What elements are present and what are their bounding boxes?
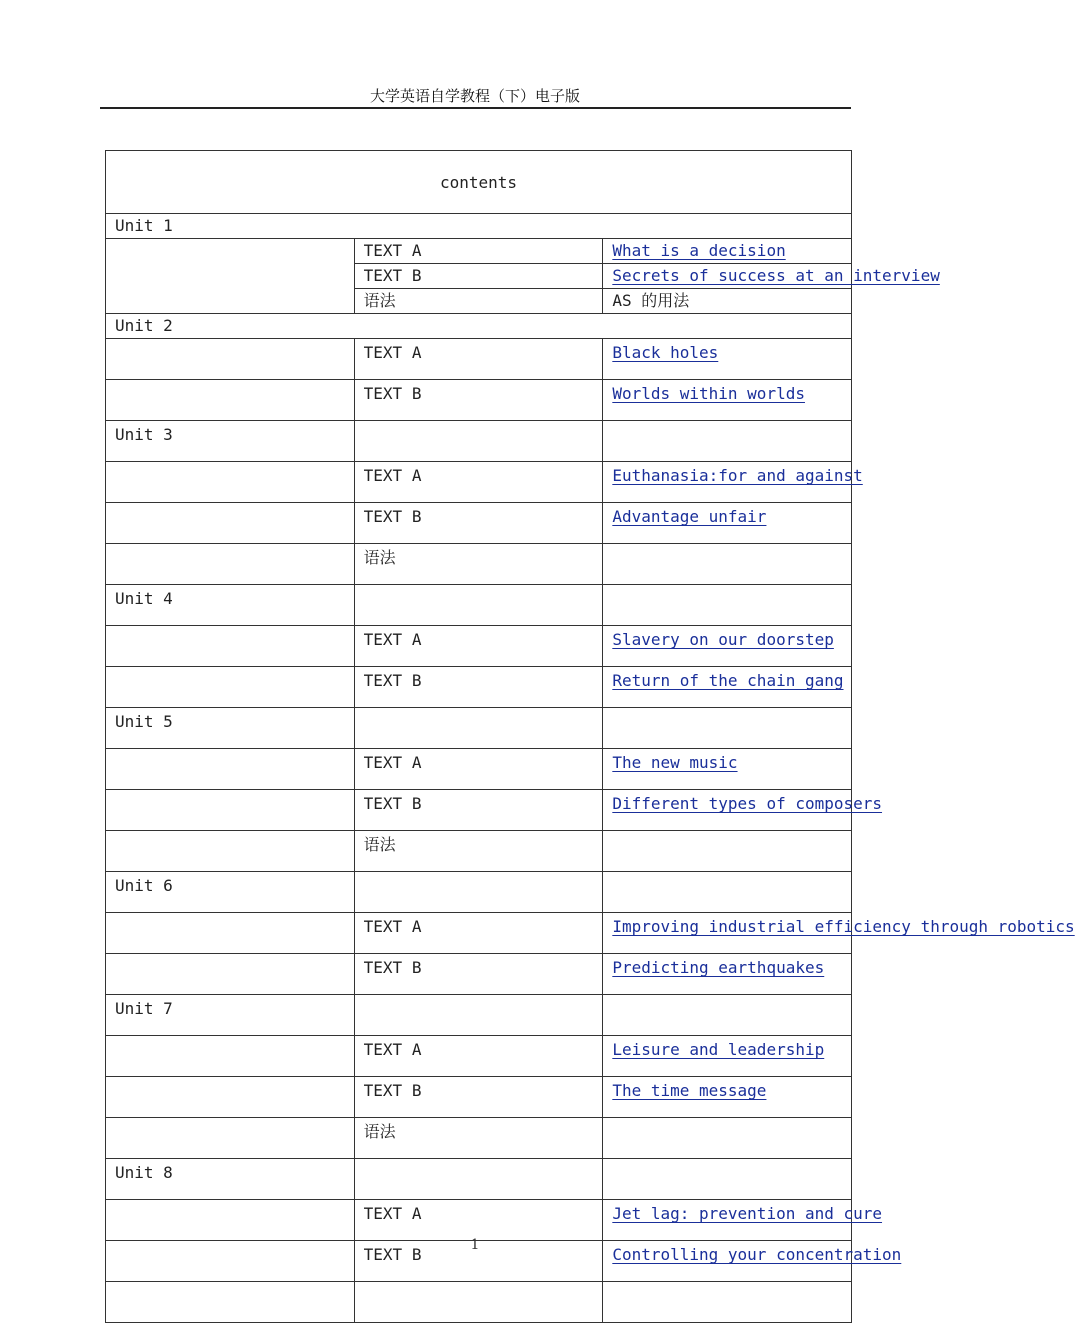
toc-entry-row — [106, 380, 852, 421]
entry-title-link[interactable]: The new music — [612, 753, 738, 772]
unit-label: Unit 6 — [106, 872, 355, 913]
page-header-title: 大学英语自学教程（下）电子版 — [369, 87, 580, 105]
unit-cell — [106, 954, 355, 995]
toc-entry-row — [106, 239, 852, 264]
toc-entry-row — [106, 667, 852, 708]
unit-cell — [106, 380, 355, 421]
entry-title-cell — [603, 462, 863, 503]
entry-title-cell — [603, 585, 852, 626]
entry-title-cell — [603, 1282, 852, 1323]
entry-title-cell — [603, 1159, 852, 1200]
unit-cell — [106, 544, 355, 585]
toc-entry-row — [106, 749, 852, 790]
section-label: TEXT A — [354, 1036, 603, 1077]
entry-title-link[interactable]: Improving industrial efficiency through robotics — [612, 917, 1075, 936]
entry-title-cell — [603, 544, 852, 585]
entry-title-cell — [603, 1118, 852, 1159]
section-label: TEXT A — [354, 913, 603, 954]
unit-cell — [106, 749, 355, 790]
unit-row — [106, 214, 852, 239]
section-label: TEXT B — [354, 667, 603, 708]
section-label — [354, 872, 603, 913]
entry-title-cell — [603, 339, 852, 380]
toc-entry-row — [106, 339, 852, 380]
entry-title-cell — [603, 708, 852, 749]
unit-row — [106, 1159, 852, 1200]
unit-cell — [106, 1077, 355, 1118]
entry-title-cell — [603, 749, 852, 790]
toc-entry-row — [106, 831, 852, 872]
entry-title-link[interactable]: Leisure and leadership — [612, 1040, 825, 1059]
toc-entry-row — [106, 1282, 852, 1323]
entry-title-cell — [603, 954, 852, 995]
entry-title-cell — [603, 790, 883, 831]
section-label — [354, 708, 603, 749]
unit-row — [106, 995, 852, 1036]
unit-cell — [106, 462, 355, 503]
page-number: 1 — [470, 1237, 480, 1253]
toc-entry-row — [106, 626, 852, 667]
unit-cell — [106, 831, 355, 872]
section-label — [354, 585, 603, 626]
toc-entry-row — [106, 1077, 852, 1118]
unit-cell — [106, 667, 355, 708]
entry-title-link[interactable]: Advantage unfair — [612, 507, 767, 526]
section-label — [354, 1159, 603, 1200]
entry-title-link[interactable]: Slavery on our doorstep — [612, 630, 834, 649]
section-label: 语法 — [354, 831, 603, 872]
entry-title-link[interactable]: The time message — [612, 1081, 767, 1100]
contents-heading: contents — [106, 151, 852, 214]
entry-title-cell — [603, 239, 852, 264]
toc-entry-row — [106, 1200, 852, 1241]
toc-entry-row — [106, 954, 852, 995]
section-label: TEXT A — [354, 1200, 603, 1241]
unit-label: Unit 5 — [106, 708, 355, 749]
entry-title-link[interactable]: Secrets of success at an interview — [612, 266, 940, 285]
unit-cell — [106, 239, 355, 314]
unit-cell — [106, 626, 355, 667]
entry-title-link[interactable]: Controlling your concentration — [612, 1245, 902, 1264]
toc-entry-row — [106, 1036, 852, 1077]
entry-title-link[interactable]: Jet lag: prevention and cure — [612, 1204, 883, 1223]
unit-label: Unit 7 — [106, 995, 355, 1036]
entry-title-link[interactable]: Predicting earthquakes — [612, 958, 825, 977]
entry-title-cell — [603, 503, 852, 544]
section-label: TEXT B — [354, 503, 603, 544]
contents-table — [105, 150, 1075, 1323]
section-label: TEXT B — [354, 380, 603, 421]
section-label — [354, 1282, 603, 1323]
unit-label: Unit 4 — [106, 585, 355, 626]
unit-cell — [106, 790, 355, 831]
unit-cell — [106, 913, 355, 954]
section-label — [354, 421, 603, 462]
unit-cell — [106, 1036, 355, 1077]
section-label: 语法 — [354, 289, 603, 314]
unit-row — [106, 708, 852, 749]
entry-title-cell — [603, 626, 852, 667]
unit-row — [106, 872, 852, 913]
entry-title-link[interactable]: Different types of composers — [612, 794, 883, 813]
toc-entry-row — [106, 1118, 852, 1159]
entry-title-link[interactable]: Worlds within worlds — [612, 384, 805, 403]
toc-entry-row — [106, 913, 852, 954]
contents-heading-row — [106, 151, 852, 214]
toc-entry-row — [106, 503, 852, 544]
unit-label: Unit 3 — [106, 421, 355, 462]
entry-title-link[interactable]: What is a decision — [612, 241, 786, 260]
entry-title-cell — [603, 995, 852, 1036]
unit-row — [106, 585, 852, 626]
entry-title-cell — [603, 380, 852, 421]
section-label: TEXT A — [354, 462, 603, 503]
unit-label: Unit 8 — [106, 1159, 355, 1200]
unit-cell — [106, 1200, 355, 1241]
section-label: 语法 — [354, 1118, 603, 1159]
entry-title-link[interactable]: Return of the chain gang — [612, 671, 844, 690]
header-divider — [100, 107, 851, 109]
entry-title-cell — [603, 1077, 852, 1118]
unit-cell — [106, 1282, 355, 1323]
section-label: TEXT B — [354, 954, 603, 995]
toc-entry-row — [106, 462, 852, 503]
unit-cell — [106, 1118, 355, 1159]
section-label: TEXT B — [354, 1077, 603, 1118]
section-label: 语法 — [354, 544, 603, 585]
entry-title-cell: AS 的用法 — [603, 289, 852, 314]
entry-title-cell — [603, 1200, 883, 1241]
entry-title-cell — [603, 421, 852, 462]
section-label — [354, 995, 603, 1036]
unit-label: Unit 1 — [106, 214, 852, 239]
section-label: TEXT B — [354, 1241, 603, 1282]
unit-row — [106, 314, 852, 339]
entry-title-cell — [603, 667, 852, 708]
section-label: TEXT B — [354, 264, 603, 289]
unit-cell — [106, 503, 355, 544]
toc-entry-row — [106, 544, 852, 585]
entry-title-link[interactable]: Black holes — [612, 343, 719, 362]
section-label: TEXT A — [354, 749, 603, 790]
entry-title-cell — [603, 913, 1075, 954]
section-label: TEXT A — [354, 339, 603, 380]
entry-title-cell — [603, 264, 940, 289]
unit-row — [106, 421, 852, 462]
entry-title-link[interactable]: Euthanasia:for and against — [612, 466, 863, 485]
unit-cell — [106, 339, 355, 380]
section-label: TEXT B — [354, 790, 603, 831]
section-label: TEXT A — [354, 239, 603, 264]
unit-label: Unit 2 — [106, 314, 852, 339]
entry-title-cell — [603, 1036, 852, 1077]
section-label: TEXT A — [354, 626, 603, 667]
entry-title-cell — [603, 831, 852, 872]
entry-title-cell — [603, 872, 852, 913]
toc-entry-row — [106, 790, 852, 831]
